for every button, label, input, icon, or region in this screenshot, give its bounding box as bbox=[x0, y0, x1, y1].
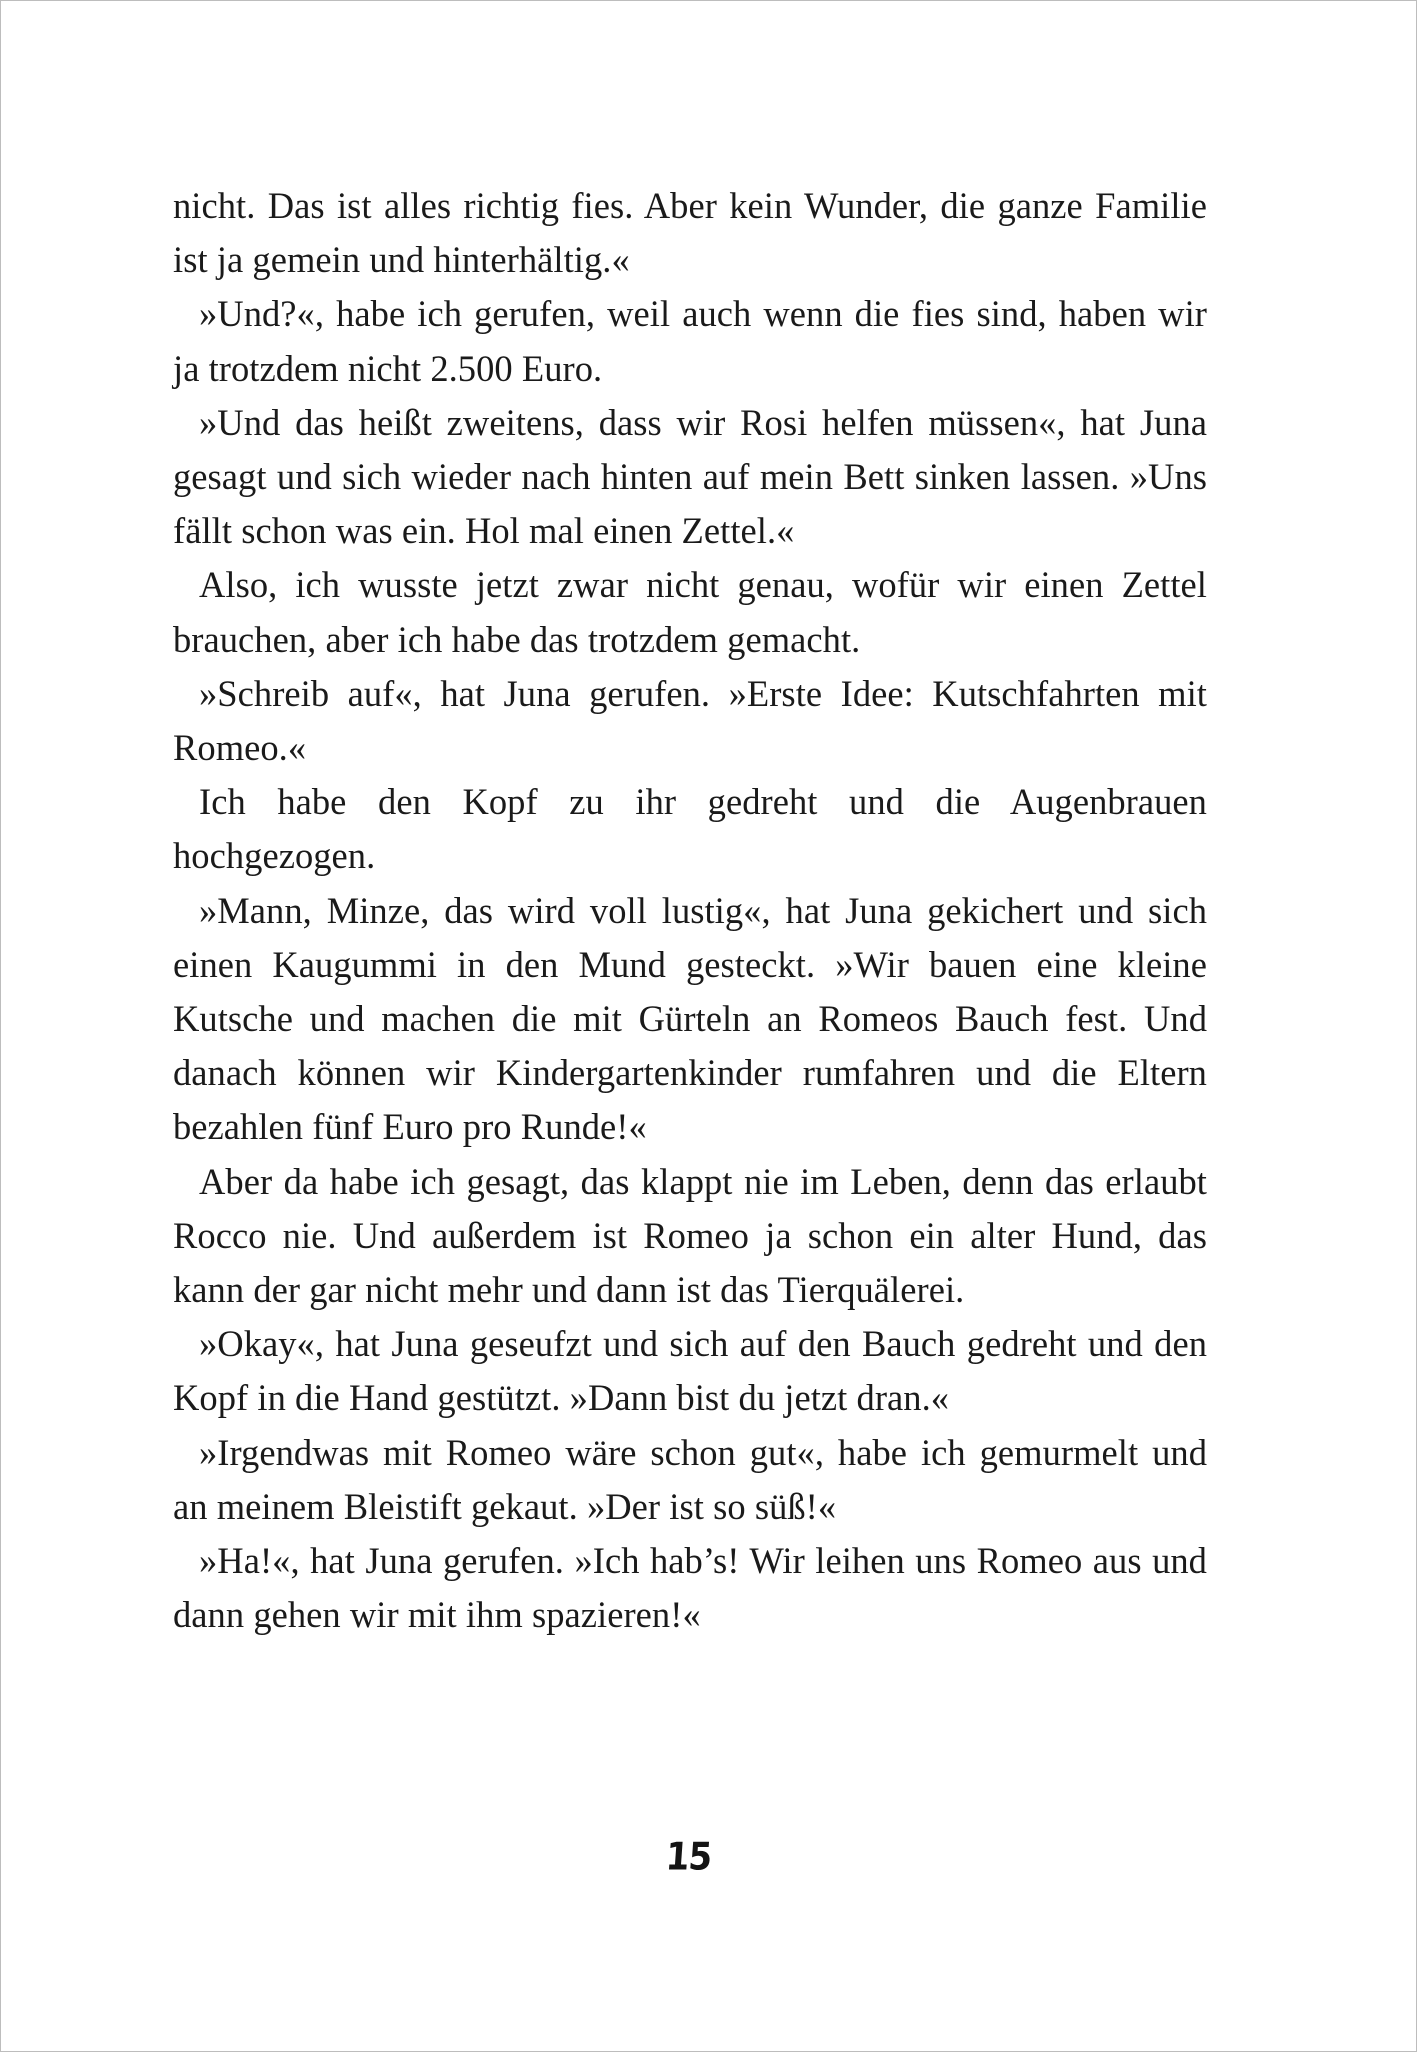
paragraph: »Und das heißt zweitens, dass wir Rosi helfen müssen«, hat Juna gesagt und sich wieder nach hinten auf mein Bett sinken lassen. »Uns fällt schon was ein. Hol mal einen Zettel.« bbox=[173, 401, 1207, 552]
paragraph: »Mann, Minze, das wird voll lustig«, hat Juna gekichert und sich einen Kaugummi in den Mund gesteckt. »Wir bauen eine kleine Kutsche und machen die mit Gürteln an Romeos Bauch fest. Und danach können wir Kindergartenkinder rumfahren und die Eltern bezahlen fünf Euro pro Runde!« bbox=[173, 889, 1207, 1148]
paragraph: »Okay«, hat Juna geseufzt und sich auf den Bauch gedreht und den Kopf in die Hand gestützt. »Dann bist du jetzt dran.« bbox=[173, 1323, 1207, 1419]
paragraph: nicht. Das ist alles richtig fies. Aber kein Wunder, die ganze Familie ist ja gemein und hinterhältig.« bbox=[173, 185, 1207, 281]
paragraph: Ich habe den Kopf zu ihr gedreht und die Augenbrauen hochgezogen. bbox=[173, 781, 1207, 877]
paragraph: Also, ich wusste jetzt zwar nicht genau, wofür wir einen Zettel brauchen, aber ich habe das trotzdem gemacht. bbox=[173, 564, 1207, 660]
page-number-value: 15 bbox=[664, 1834, 713, 1880]
paragraph: »Und?«, habe ich gerufen, weil auch wenn die fies sind, haben wir ja trotzdem nicht 2.500 Euro. bbox=[173, 293, 1207, 389]
paragraph: Aber da habe ich gesagt, das klappt nie im Leben, denn das erlaubt Rocco nie. Und außerdem ist Romeo ja schon ein alter Hund, das kann der gar nicht mehr und dann ist das Tierquälerei. bbox=[173, 1160, 1207, 1311]
paragraph: »Irgendwas mit Romeo wäre schon gut«, habe ich gemurmelt und an meinem Bleistift gekaut. »Der ist so süß!« bbox=[173, 1431, 1207, 1527]
body-text-block bbox=[173, 179, 1207, 1642]
page-number bbox=[0, 1834, 1417, 1880]
paragraph: »Schreib auf«, hat Juna gerufen. »Erste Idee: Kutschfahrten mit Romeo.« bbox=[173, 672, 1207, 769]
paragraph: »Ha!«, hat Juna gerufen. »Ich hab’s! Wir leihen uns Romeo aus und dann gehen wir mit ihm spazieren!« bbox=[173, 1540, 1207, 1636]
